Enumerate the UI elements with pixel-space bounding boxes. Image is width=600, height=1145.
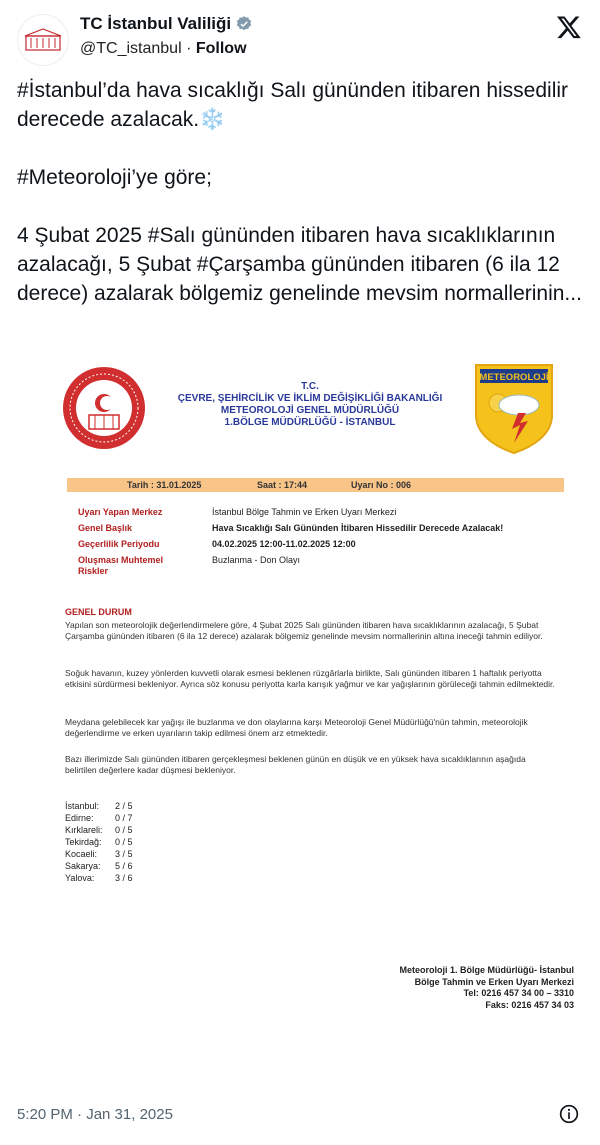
warning-time: Saat : 17:44 [257, 480, 308, 490]
warning-number: Uyarı No : 006 [351, 480, 412, 490]
meteo-logo-text: METEOROLOJİ [479, 372, 549, 383]
warning-date: Tarih : 31.01.2025 [127, 480, 202, 490]
city-name: Edirne: [65, 813, 94, 823]
account-name-row[interactable] [80, 14, 253, 34]
directorate-name: METEOROLOJİ GENEL MÜDÜRLÜĞÜ [220, 405, 400, 416]
temperature-list [65, 800, 133, 884]
temperature-row [65, 860, 133, 872]
tweet-paragraph-1 [17, 76, 587, 134]
governorship-building-icon [23, 27, 63, 53]
temp-value: 3 / 5 [115, 849, 133, 859]
doc-paragraph-3: Meydana gelebilecek kar yağışı ile buzlanma ve don olaylarına karşı Meteoroloji Genel Müdürlüğü'nün tahmin, meteorolojik değerlendirme ve erken uyarıların takip edilmesi önem arz etmektedir. [65, 717, 528, 738]
signature-line-2: Bölge Tahmin ve Erken Uyarı Merkezi [414, 976, 574, 987]
city-name: Yalova: [65, 873, 95, 883]
city-name: İstanbul: [65, 801, 100, 811]
temp-value: 0 / 5 [115, 837, 133, 847]
document-signature [336, 965, 574, 1011]
signature-line-4: Faks: 0216 457 34 03 [485, 999, 574, 1010]
account-avatar[interactable] [17, 14, 69, 66]
ministry-name: ÇEVRE, ŞEHİRCİLİK VE İKLİM DEĞİŞİKLİĞİ BAKANLIĞI [177, 393, 443, 404]
city-name: Sakarya: [65, 861, 101, 871]
temp-value: 5 / 6 [115, 861, 133, 871]
warning-info-bar [67, 478, 564, 492]
document-header [138, 381, 482, 429]
snowflake-emoji: ❄️ [199, 108, 226, 131]
city-name: Tekirdağ: [65, 837, 102, 847]
account-handle-row [80, 40, 247, 58]
account-handle[interactable]: @TC_istanbul [80, 40, 182, 57]
temperature-row [65, 836, 133, 848]
account-name[interactable]: TC İstanbul Valiliği [80, 14, 232, 33]
center-label: Uyarı Yapan Merkez [78, 507, 163, 517]
temperature-row [65, 812, 133, 824]
tc-label: T.C. [301, 381, 319, 392]
doc-paragraph-1: Yapılan son meteorolojik değerlendirmelere göre, 4 Şubat 2025 Salı gününden itibaren hava sıcaklıklarının azalacağı, 5 Şubat Çarşamba gününden itibaren (6 ila 12 derece) azalarak bölgemiz genelinde mevsim normallerinin altına ineceği tahmin ediliyor. [65, 620, 543, 641]
doc-paragraph-2: Soğuk havanın, kuzey yönlerden kuvvetli olarak esmesi beklenen rüzgârlarla birlikte, Salı gününden itibaren 1 haftalık periyotta etkisini sürdürmesi bekleniyor. Ayrıca söz konusu periyotta karla karışık yağmur ve kar yağışlarının görüleceği tahmin edilmektedir. [65, 668, 555, 689]
temperature-row [65, 872, 133, 884]
tweet-timestamp[interactable]: 5:20 PM · Jan 31, 2025 [17, 1106, 173, 1123]
temperature-row [65, 848, 133, 860]
x-logo-icon[interactable] [556, 14, 582, 40]
tweet-media-document[interactable] [18, 345, 582, 1085]
verified-badge-icon [235, 15, 253, 33]
signature-line-1: Meteoroloji 1. Bölge Müdürlüğü- İstanbul [399, 965, 574, 975]
tweet-line-1: #İstanbul’da hava sıcaklığı Salı gününden itibaren hissedilir derecede azalacak. [17, 79, 569, 131]
regional-name: 1.BÖLGE MÜDÜRLÜĞÜ - İSTANBUL [224, 417, 396, 428]
meteoroloji-shield-logo-icon [474, 363, 554, 455]
center-value: İstanbul Bölge Tahmin ve Erken Uyarı Merkezi [212, 507, 397, 517]
period-label: Geçerlilik Periyodu [78, 539, 160, 549]
city-name: Kocaeli: [65, 849, 98, 859]
separator-dot: · [186, 40, 192, 57]
general-status-title: GENEL DURUM [65, 607, 132, 617]
risk-value: Buzlanma - Don Olayı [212, 555, 301, 565]
follow-button[interactable]: Follow [195, 40, 247, 57]
signature-line-3: Tel: 0216 457 34 00 – 3310 [463, 988, 574, 998]
temp-value: 0 / 5 [115, 825, 133, 835]
title-label: Genel Başlık [78, 523, 133, 533]
risk-label-1: Oluşması Muhtemel [78, 555, 164, 565]
tweet-text [17, 76, 587, 308]
title-value: Hava Sıcaklığı Salı Gününden İtibaren Hissedilir Derecede Azalacak! [212, 523, 504, 533]
temperature-row [65, 824, 133, 836]
city-name: Kırklareli: [65, 825, 103, 835]
risk-label-2: Riskler [78, 566, 109, 576]
temp-value: 0 / 7 [115, 813, 133, 823]
temp-value: 2 / 5 [115, 801, 133, 811]
tweet-paragraph-2: #Meteoroloji’ye göre; [17, 166, 212, 189]
info-icon[interactable] [559, 1104, 579, 1124]
temperature-row [65, 800, 133, 812]
doc-paragraph-4: Bazı illerimizde Salı gününden itibaren gerçekleşmesi beklenen günün en düşük ve en yüksek hava sıcaklıklarının aşağıda belirtilen değerlere kadar düşmesi bekleniyor. [65, 754, 526, 775]
period-value: 04.02.2025 12:00-11.02.2025 12:00 [212, 539, 356, 549]
tweet-paragraph-3: 4 Şubat 2025 #Salı gününden itibaren hava sıcaklıklarının azalacağı, 5 Şubat #Çarşamba gününden itibaren (6 ila 12 derece) azalarak bölgemiz genelinde mevsim normallerinin... [17, 224, 582, 305]
ministry-seal-icon [61, 365, 147, 451]
temp-value: 3 / 6 [115, 873, 133, 883]
